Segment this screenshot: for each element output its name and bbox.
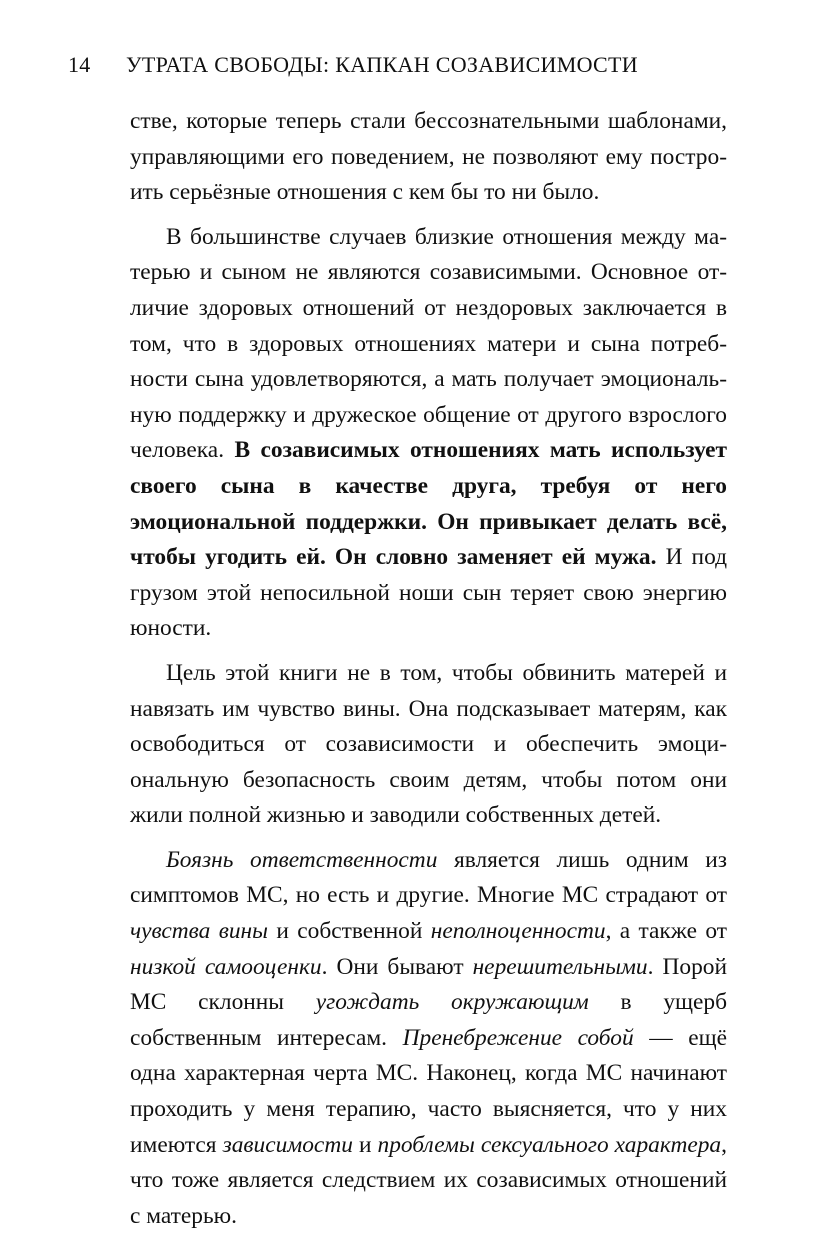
text-segment: и — [352, 1131, 378, 1158]
text-segment: И под грузом этой непосильной ноши сын теряет свою энергию юности. — [130, 544, 727, 642]
paragraph — [130, 104, 727, 211]
text-segment: и собственной — [268, 918, 431, 945]
italic-text-segment: Пренебрежение собой — [402, 1024, 634, 1051]
page-number: 14 — [68, 52, 91, 77]
italic-text-segment: низкой самооценки — [130, 953, 322, 980]
paragraph — [130, 656, 727, 834]
paragraph — [130, 220, 727, 647]
text-segment: . Они бывают — [321, 953, 473, 980]
italic-text-segment: угождать окружающим — [315, 989, 589, 1016]
text-segment: , что тоже является следствием их созависимых отношений с матерью. — [130, 1131, 727, 1229]
running-header — [68, 52, 767, 78]
text-segment: Цель этой книги не в том, чтобы обвинить матерей и навязать им чувство вины. Она подсказывает матерям, как освободиться от созависимости и обеспечить эмоциональную безопасность своим детям, чтобы потом они жили полной жизнью и заводили собственных детей. — [130, 659, 727, 829]
paragraph — [130, 843, 727, 1235]
text-segment: стве, которые теперь стали бессознательными шаблонами, управляющими его поведением, не позволяют ему построить серьёзные отношения с кем бы то ни было. — [130, 108, 727, 206]
italic-text-segment: нерешительными — [472, 953, 648, 980]
bold-text-segment: В созависимых отношениях мать использует своего сына в качестве друга, требуя от него эмоциональной поддержки. Он привыкает делать всё, чтобы угодить ей. Он словно заменяет ей мужа. — [130, 437, 728, 571]
text-segment: является лишь одним из симптомов МС, но есть и другие. Многие МС страдают от — [130, 846, 727, 909]
italic-text-segment: Боязнь ответственности — [166, 846, 438, 873]
italic-text-segment: зависимости — [222, 1131, 353, 1158]
italic-text-segment: чувства вины — [130, 918, 269, 945]
text-segment: , а также от — [605, 918, 727, 945]
running-title: УТРАТА СВОБОДЫ: КАПКАН СОЗАВИСИМОСТИ — [126, 52, 638, 77]
text-segment: в ущерб собственным интересам. — [130, 989, 727, 1051]
text-segment: В большинстве случаев близкие отношения между матерью и сыном не являются созависимыми. Основное отличие здоровых отношений от нездоровых заключается в том, что в здоровых отношениях матери и сына потребности сына удовлетворяются, а мать получает эмоциональную поддержку и дружеское общение от другого взрослого человека. — [130, 223, 727, 464]
italic-text-segment: неполноценности — [430, 918, 606, 945]
body-text — [130, 104, 727, 1234]
text-segment: . Порой МС склонны — [130, 953, 727, 1016]
text-segment: — ещё одна характерная черта МС. Наконец, когда МС начинают проходить у меня терапию, часто выясняется, что у них имеются — [130, 1024, 727, 1158]
italic-text-segment: проблемы сексуального характера — [377, 1131, 722, 1158]
